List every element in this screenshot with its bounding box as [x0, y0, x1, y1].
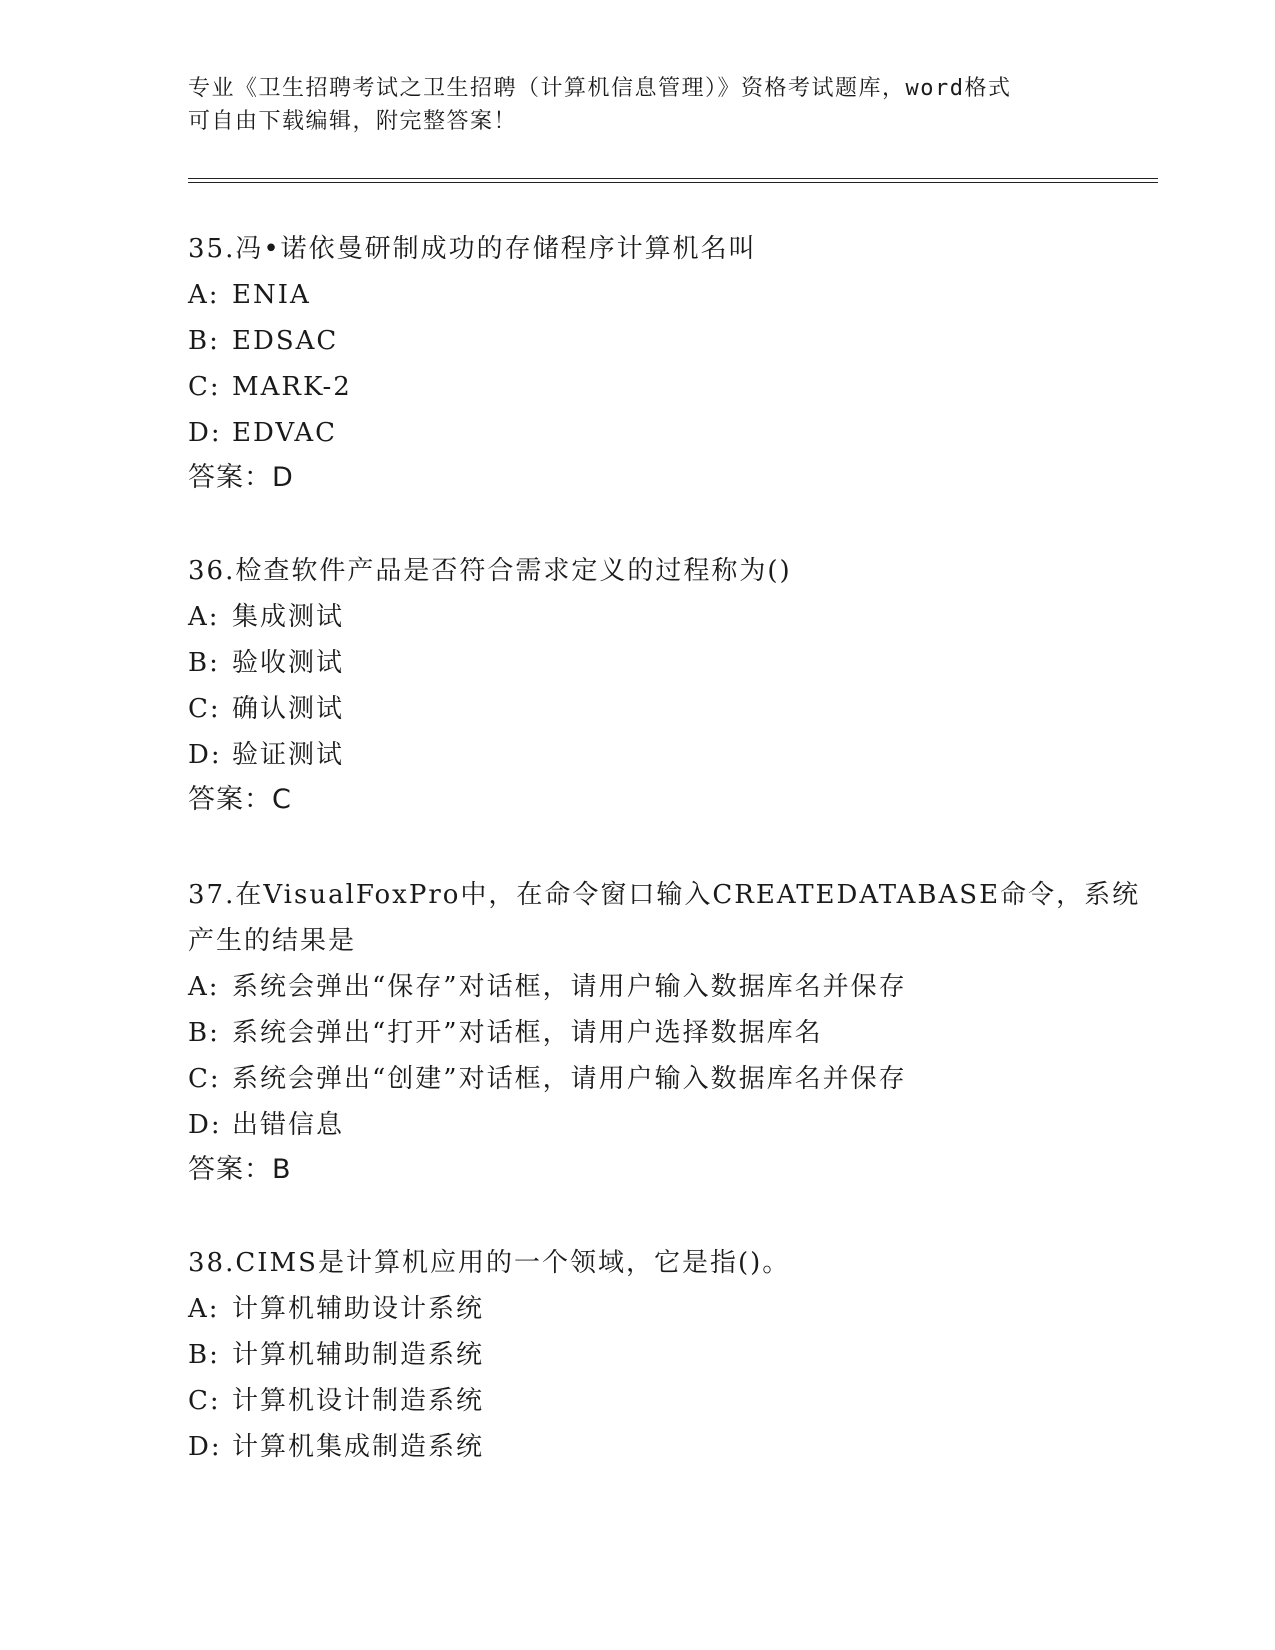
- option-label: D:: [188, 1432, 222, 1462]
- option-label: A:: [188, 1294, 220, 1324]
- option-text: 确认测试: [232, 694, 345, 724]
- option-d: [188, 1102, 1108, 1148]
- option-b: [188, 640, 1108, 686]
- question-stem: [188, 872, 1141, 964]
- option-a: [188, 272, 1108, 318]
- option-c: [188, 1378, 1108, 1424]
- header-line-1: 专业《卫生招聘考试之卫生招聘（计算机信息管理）》资格考试题库，word格式: [188, 76, 1012, 101]
- option-label: B:: [188, 648, 220, 678]
- option-text: 计算机辅助制造系统: [232, 1340, 485, 1370]
- answer-line: 答案：C: [188, 784, 292, 815]
- option-a: [188, 1286, 1108, 1332]
- option-text: 系统会弹出“打开”对话框，请用户选择数据库名: [232, 1018, 823, 1048]
- option-a: [188, 964, 1108, 1010]
- question-stem-line: 38.CIMS是计算机应用的一个领域，它是指()。: [188, 1248, 791, 1278]
- option-label: A:: [188, 280, 220, 310]
- option-b: [188, 1332, 1108, 1378]
- question-35: [188, 226, 1108, 500]
- option-c: [188, 686, 1108, 732]
- header-divider: [188, 178, 1158, 183]
- answer-line: 答案：D: [188, 462, 294, 493]
- question-stem-line: 36.检查软件产品是否符合需求定义的过程称为(): [188, 556, 792, 586]
- option-a: [188, 594, 1108, 640]
- option-text: ENIA: [232, 280, 311, 310]
- question-stem: [188, 548, 1108, 594]
- option-text: 计算机辅助设计系统: [232, 1294, 485, 1324]
- option-text: MARK-2: [232, 372, 352, 402]
- option-c: [188, 1056, 1108, 1102]
- option-text: 验证测试: [232, 740, 345, 770]
- option-label: D:: [188, 740, 222, 770]
- option-text: 计算机集成制造系统: [232, 1432, 485, 1462]
- option-text: 计算机设计制造系统: [232, 1386, 485, 1416]
- option-text: EDSAC: [232, 326, 339, 356]
- option-label: C:: [188, 1386, 221, 1416]
- option-b: [188, 318, 1108, 364]
- question-38: [188, 1240, 1108, 1470]
- document-header: [188, 72, 1068, 138]
- option-text: EDVAC: [232, 418, 338, 448]
- question-stem: [188, 1240, 1108, 1286]
- option-text: 出错信息: [232, 1110, 345, 1140]
- option-d: [188, 410, 1108, 456]
- option-label: C:: [188, 694, 221, 724]
- question-37: [188, 872, 1141, 1192]
- question-stem-line: 35.冯•诺依曼研制成功的存储程序计算机名叫: [188, 234, 757, 264]
- header-line-2: 可自由下载编辑，附完整答案！: [188, 109, 518, 134]
- option-b: [188, 1010, 1108, 1056]
- question-36: [188, 548, 1108, 822]
- option-label: A:: [188, 602, 220, 632]
- option-label: B:: [188, 1340, 220, 1370]
- option-label: A:: [188, 972, 220, 1002]
- option-label: B:: [188, 326, 220, 356]
- option-text: 集成测试: [232, 602, 345, 632]
- option-d: [188, 1424, 1108, 1470]
- option-text: 系统会弹出“创建”对话框，请用户输入数据库名并保存: [232, 1064, 907, 1094]
- question-stem-line: 37.在VisualFoxPro中，在命令窗口输入CREATEDATABASE命令，系统: [188, 880, 1141, 910]
- option-label: D:: [188, 1110, 222, 1140]
- option-d: [188, 732, 1108, 778]
- option-text: 系统会弹出“保存”对话框，请用户输入数据库名并保存: [232, 972, 907, 1002]
- option-c: [188, 364, 1108, 410]
- option-label: B:: [188, 1018, 220, 1048]
- option-text: 验收测试: [232, 648, 345, 678]
- question-stem-line: 产生的结果是: [188, 926, 357, 956]
- answer-line: 答案：B: [188, 1154, 292, 1185]
- option-label: D:: [188, 418, 222, 448]
- option-label: C:: [188, 372, 221, 402]
- option-label: C:: [188, 1064, 221, 1094]
- question-stem: [188, 226, 1108, 272]
